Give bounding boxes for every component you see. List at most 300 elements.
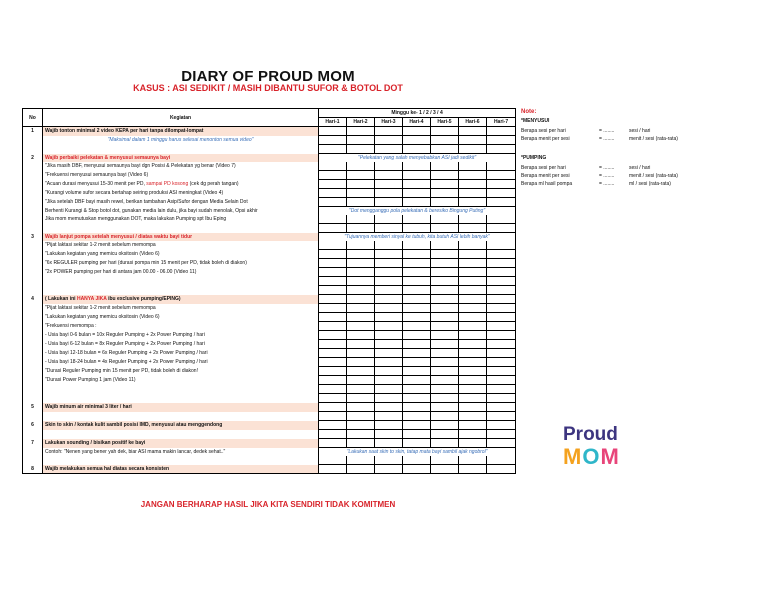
day-cell[interactable]: [347, 322, 375, 331]
day-cell[interactable]: [403, 250, 431, 259]
day-cell[interactable]: [431, 358, 459, 367]
day-cell[interactable]: [375, 162, 403, 171]
day-cell[interactable]: [347, 145, 375, 154]
day-cell[interactable]: [375, 376, 403, 385]
day-cell[interactable]: [487, 331, 516, 340]
day-cell[interactable]: [347, 241, 375, 250]
day-cell[interactable]: [347, 162, 375, 171]
day-cell[interactable]: [375, 313, 403, 322]
day-cell[interactable]: [319, 180, 347, 189]
activity-highlight: HANYA JIKA: [76, 296, 107, 302]
day-cell[interactable]: [347, 367, 375, 376]
day-cell[interactable]: [487, 162, 516, 171]
day-cell[interactable]: [403, 224, 431, 233]
day-cell[interactable]: [375, 250, 403, 259]
day-cell[interactable]: [347, 268, 375, 277]
day-cell[interactable]: [375, 304, 403, 313]
day-cell[interactable]: [459, 268, 487, 277]
day-cell[interactable]: [431, 162, 459, 171]
day-cell[interactable]: [487, 268, 516, 277]
day-cell[interactable]: [375, 465, 403, 474]
activity-text: "Acuan durasi menyusui 15-30 menit per PD,: [45, 181, 145, 187]
row-number: [23, 259, 43, 268]
day-cell[interactable]: [459, 340, 487, 349]
day-cell[interactable]: [403, 145, 431, 154]
day-cell[interactable]: [459, 465, 487, 474]
row-number: [23, 250, 43, 259]
day-cell[interactable]: [375, 198, 403, 207]
day-cell[interactable]: [487, 171, 516, 180]
day-header: Hari-4: [403, 118, 431, 127]
day-cell[interactable]: [459, 358, 487, 367]
day-cell[interactable]: [487, 277, 516, 286]
day-cell[interactable]: [375, 430, 403, 439]
day-cell[interactable]: [487, 358, 516, 367]
day-cell[interactable]: [403, 127, 431, 136]
day-cell[interactable]: [459, 198, 487, 207]
day-cell[interactable]: [403, 456, 431, 465]
day-cell[interactable]: [431, 250, 459, 259]
day-cell[interactable]: [459, 250, 487, 259]
day-cell[interactable]: [459, 313, 487, 322]
day-cell[interactable]: [487, 259, 516, 268]
day-cell[interactable]: [375, 456, 403, 465]
day-cell[interactable]: [403, 465, 431, 474]
day-cell[interactable]: [487, 180, 516, 189]
day-cell[interactable]: [347, 286, 375, 295]
day-cell[interactable]: [431, 385, 459, 394]
table-row: [23, 268, 516, 277]
day-cell[interactable]: [403, 394, 431, 403]
day-cell[interactable]: [487, 322, 516, 331]
day-cell[interactable]: [375, 145, 403, 154]
row-activity: [43, 367, 319, 376]
table-row: [23, 340, 516, 349]
day-cell[interactable]: [431, 268, 459, 277]
day-cell[interactable]: [431, 215, 459, 224]
day-cell[interactable]: [487, 224, 516, 233]
day-cell[interactable]: [431, 198, 459, 207]
day-cell[interactable]: [459, 171, 487, 180]
day-cell[interactable]: [375, 403, 403, 412]
day-cell[interactable]: [319, 241, 347, 250]
day-cell[interactable]: [459, 286, 487, 295]
day-cell[interactable]: [347, 277, 375, 286]
day-cell[interactable]: [375, 241, 403, 250]
day-cell[interactable]: [319, 367, 347, 376]
day-cell[interactable]: [319, 340, 347, 349]
day-cell[interactable]: [375, 439, 403, 448]
day-cell[interactable]: [347, 295, 375, 304]
day-cell[interactable]: [431, 145, 459, 154]
day-cell[interactable]: [319, 331, 347, 340]
day-cell[interactable]: [431, 421, 459, 430]
day-cell[interactable]: [403, 259, 431, 268]
day-cell[interactable]: [403, 171, 431, 180]
day-cell[interactable]: [375, 349, 403, 358]
day-cell[interactable]: [403, 367, 431, 376]
day-cell[interactable]: [347, 171, 375, 180]
day-cell[interactable]: [375, 358, 403, 367]
day-cell[interactable]: [319, 322, 347, 331]
day-cell[interactable]: [487, 403, 516, 412]
day-cell[interactable]: [487, 145, 516, 154]
day-cell[interactable]: [403, 376, 431, 385]
day-cell[interactable]: [403, 313, 431, 322]
day-cell[interactable]: [347, 394, 375, 403]
day-cell[interactable]: [319, 412, 347, 421]
day-cell[interactable]: [347, 430, 375, 439]
day-cell[interactable]: [375, 421, 403, 430]
day-cell[interactable]: [431, 295, 459, 304]
day-cell[interactable]: [487, 189, 516, 198]
day-cell[interactable]: [459, 439, 487, 448]
day-cell[interactable]: [431, 180, 459, 189]
day-cell[interactable]: [459, 189, 487, 198]
row-activity: [43, 456, 319, 465]
day-cell[interactable]: [459, 456, 487, 465]
table-row: [23, 376, 516, 385]
day-cell[interactable]: [375, 180, 403, 189]
row-activity: [43, 224, 319, 233]
day-cell[interactable]: [459, 136, 487, 145]
day-cell[interactable]: [403, 358, 431, 367]
day-cell[interactable]: [431, 286, 459, 295]
day-cell[interactable]: [431, 430, 459, 439]
day-cell[interactable]: [487, 127, 516, 136]
day-cell[interactable]: [431, 439, 459, 448]
day-cell[interactable]: [403, 421, 431, 430]
day-cell[interactable]: [319, 421, 347, 430]
day-cell[interactable]: [403, 295, 431, 304]
row-number: [23, 224, 43, 233]
day-cell[interactable]: [459, 394, 487, 403]
row-activity: [43, 154, 319, 163]
logo-letter-m2: M: [600, 444, 620, 469]
day-cell[interactable]: [319, 403, 347, 412]
table-row: [23, 233, 516, 242]
day-cell[interactable]: [487, 430, 516, 439]
day-cell[interactable]: [487, 340, 516, 349]
day-cell[interactable]: [487, 295, 516, 304]
day-cell[interactable]: [319, 259, 347, 268]
day-cell[interactable]: [347, 358, 375, 367]
activity-text: Wajib lanjut pompa setelah menyusui / diatas waktu bayi tidur: [45, 233, 193, 240]
note-dots[interactable]: = ........: [599, 173, 615, 179]
day-cell[interactable]: [347, 224, 375, 233]
day-cell[interactable]: [431, 136, 459, 145]
day-cell[interactable]: [403, 412, 431, 421]
row-number: [23, 322, 43, 331]
day-cell[interactable]: [487, 394, 516, 403]
day-cell[interactable]: [319, 304, 347, 313]
day-cell[interactable]: [487, 304, 516, 313]
day-cell[interactable]: [459, 367, 487, 376]
day-cell[interactable]: [487, 136, 516, 145]
day-cell[interactable]: [487, 465, 516, 474]
day-cell[interactable]: [403, 439, 431, 448]
day-cell[interactable]: [319, 385, 347, 394]
table-row: [23, 198, 516, 207]
day-cell[interactable]: [487, 313, 516, 322]
day-cell[interactable]: [375, 385, 403, 394]
day-cell[interactable]: [431, 340, 459, 349]
day-cell[interactable]: [459, 304, 487, 313]
day-cell[interactable]: [347, 385, 375, 394]
note-dots[interactable]: = ........: [599, 181, 615, 187]
day-cell[interactable]: [347, 180, 375, 189]
row-activity: [43, 349, 319, 358]
day-cell[interactable]: [375, 268, 403, 277]
row-activity: [43, 127, 319, 136]
day-cell[interactable]: [431, 224, 459, 233]
row-number: [23, 456, 43, 465]
day-cell[interactable]: [431, 189, 459, 198]
day-cell[interactable]: [347, 439, 375, 448]
day-cell[interactable]: [375, 215, 403, 224]
day-cell[interactable]: [375, 127, 403, 136]
day-cell[interactable]: [347, 340, 375, 349]
day-cell[interactable]: [459, 385, 487, 394]
table-row: [23, 224, 516, 233]
day-cell[interactable]: [375, 277, 403, 286]
day-cell[interactable]: [459, 241, 487, 250]
day-cell[interactable]: [319, 136, 347, 145]
day-cell[interactable]: [459, 180, 487, 189]
day-cell[interactable]: [431, 465, 459, 474]
row-number: [23, 331, 43, 340]
day-cell[interactable]: [403, 198, 431, 207]
day-cell[interactable]: [487, 412, 516, 421]
day-cell[interactable]: [403, 331, 431, 340]
day-cell[interactable]: [347, 127, 375, 136]
day-header: Hari-5: [431, 118, 459, 127]
day-cell[interactable]: [319, 286, 347, 295]
day-cell[interactable]: [487, 286, 516, 295]
note-unit: menit / sesi (rata-rata): [629, 173, 678, 179]
day-cell[interactable]: [319, 162, 347, 171]
row-activity: [43, 430, 319, 439]
day-cell[interactable]: [375, 189, 403, 198]
day-cell[interactable]: [487, 250, 516, 259]
activity-text: "Kurangi volume sufor secara bertahap seiring produksi ASI meningkat (Video 4): [45, 190, 224, 196]
activity-text: Jika mom memutuskan menggunakan DOT, maka lakukan Pumping spt Ibu Eping: [45, 216, 227, 223]
day-cell[interactable]: [487, 385, 516, 394]
day-cell[interactable]: [319, 456, 347, 465]
day-cell[interactable]: [459, 295, 487, 304]
activity-text: Skin to skin / kontak kulit sambil posisi IMD, menyusui atau menggendong: [45, 422, 223, 428]
day-cell[interactable]: [403, 136, 431, 145]
day-cell[interactable]: [347, 421, 375, 430]
day-cell[interactable]: [403, 162, 431, 171]
day-cell[interactable]: [459, 421, 487, 430]
day-cell[interactable]: [487, 367, 516, 376]
day-cell[interactable]: [431, 127, 459, 136]
day-cell[interactable]: [319, 171, 347, 180]
day-cell[interactable]: [319, 215, 347, 224]
day-cell[interactable]: [319, 376, 347, 385]
day-cell[interactable]: [431, 403, 459, 412]
day-cell[interactable]: [459, 349, 487, 358]
day-cell[interactable]: [459, 127, 487, 136]
row-activity: [43, 145, 319, 154]
day-cell[interactable]: [403, 215, 431, 224]
day-cell[interactable]: [431, 322, 459, 331]
day-cell[interactable]: [375, 259, 403, 268]
day-cell[interactable]: [319, 358, 347, 367]
day-cell[interactable]: [459, 322, 487, 331]
row-activity: [43, 215, 319, 224]
day-cell[interactable]: [319, 277, 347, 286]
day-cell[interactable]: [347, 331, 375, 340]
day-cell[interactable]: [403, 241, 431, 250]
day-cell[interactable]: [431, 367, 459, 376]
day-cell[interactable]: [319, 189, 347, 198]
row-activity: [43, 412, 319, 421]
day-cell[interactable]: [403, 340, 431, 349]
day-cell[interactable]: [459, 430, 487, 439]
day-cell[interactable]: [375, 295, 403, 304]
day-cell[interactable]: [347, 349, 375, 358]
row-number: [23, 412, 43, 421]
table-row: [23, 154, 516, 163]
day-cell[interactable]: [347, 304, 375, 313]
logo-word-proud: Proud: [563, 424, 618, 445]
day-cell[interactable]: [403, 322, 431, 331]
day-cell[interactable]: [403, 430, 431, 439]
day-cell[interactable]: [319, 224, 347, 233]
day-cell[interactable]: [319, 349, 347, 358]
day-cell[interactable]: [347, 465, 375, 474]
day-cell[interactable]: [347, 250, 375, 259]
day-cell[interactable]: [403, 277, 431, 286]
day-cell[interactable]: [319, 430, 347, 439]
row-number: [23, 313, 43, 322]
day-cell[interactable]: [347, 456, 375, 465]
day-cell[interactable]: [459, 215, 487, 224]
row-number: [23, 171, 43, 180]
day-cell[interactable]: [431, 456, 459, 465]
row-number: 7: [23, 439, 43, 448]
day-cell[interactable]: [347, 412, 375, 421]
day-cell[interactable]: [487, 215, 516, 224]
day-cell[interactable]: [319, 394, 347, 403]
day-cell[interactable]: [487, 349, 516, 358]
day-cell[interactable]: [319, 145, 347, 154]
day-cell[interactable]: [375, 340, 403, 349]
day-cell[interactable]: [403, 349, 431, 358]
day-cell[interactable]: [403, 385, 431, 394]
day-cell[interactable]: [375, 367, 403, 376]
day-cell[interactable]: [431, 412, 459, 421]
day-cell[interactable]: [347, 215, 375, 224]
day-cell[interactable]: [431, 259, 459, 268]
activity-text: - Usia bayi 12-18 bulan = 6x Reguler Pumping + 2x Power Pumping / hari: [45, 350, 208, 356]
row-number: 2: [23, 154, 43, 163]
day-cell[interactable]: [487, 241, 516, 250]
row-number: [23, 207, 43, 216]
day-cell[interactable]: [459, 162, 487, 171]
day-cell[interactable]: [375, 286, 403, 295]
day-cell[interactable]: [403, 304, 431, 313]
note-row: [521, 172, 761, 180]
day-cell[interactable]: [403, 180, 431, 189]
day-cell[interactable]: [431, 349, 459, 358]
row-number: [23, 430, 43, 439]
row-number: [23, 376, 43, 385]
day-cell[interactable]: [431, 313, 459, 322]
day-cell[interactable]: [459, 331, 487, 340]
note-unit: menit / sesi (rata-rata): [629, 136, 678, 142]
notes-title: Note:: [521, 109, 537, 115]
day-cell[interactable]: [487, 198, 516, 207]
day-cell[interactable]: [431, 277, 459, 286]
day-cell[interactable]: [431, 304, 459, 313]
day-cell[interactable]: [319, 250, 347, 259]
day-cell[interactable]: [487, 421, 516, 430]
day-cell[interactable]: [403, 286, 431, 295]
day-cell[interactable]: [375, 322, 403, 331]
day-cell[interactable]: [431, 331, 459, 340]
day-cell[interactable]: [347, 376, 375, 385]
day-cell[interactable]: [459, 145, 487, 154]
day-cell[interactable]: [319, 268, 347, 277]
day-cell[interactable]: [487, 376, 516, 385]
day-cell[interactable]: [431, 241, 459, 250]
day-cell[interactable]: [347, 189, 375, 198]
day-cell[interactable]: [459, 224, 487, 233]
note-dots[interactable]: = ........: [599, 128, 615, 134]
day-cell[interactable]: [487, 456, 516, 465]
day-cell[interactable]: [459, 376, 487, 385]
day-cell[interactable]: [431, 394, 459, 403]
day-cell[interactable]: [375, 331, 403, 340]
day-cell[interactable]: [319, 127, 347, 136]
day-cell[interactable]: [347, 136, 375, 145]
day-cell[interactable]: [459, 259, 487, 268]
day-cell[interactable]: [319, 465, 347, 474]
day-cell[interactable]: [319, 295, 347, 304]
day-cell[interactable]: [375, 171, 403, 180]
day-cell[interactable]: [375, 136, 403, 145]
day-cell[interactable]: [459, 277, 487, 286]
day-cell[interactable]: [319, 313, 347, 322]
day-cell[interactable]: [375, 224, 403, 233]
day-cell[interactable]: [319, 439, 347, 448]
note-dots[interactable]: = ........: [599, 165, 615, 171]
row-activity: [43, 313, 319, 322]
day-cell[interactable]: [403, 189, 431, 198]
day-cell[interactable]: [459, 412, 487, 421]
note-dots[interactable]: = ........: [599, 136, 615, 142]
table-row: [23, 171, 516, 180]
day-cell[interactable]: [347, 198, 375, 207]
table-row: [23, 465, 516, 474]
day-cell[interactable]: [403, 268, 431, 277]
day-cell[interactable]: [347, 259, 375, 268]
day-cell[interactable]: [431, 171, 459, 180]
day-cell[interactable]: [347, 313, 375, 322]
day-cell[interactable]: [375, 394, 403, 403]
day-cell[interactable]: [403, 403, 431, 412]
day-cell[interactable]: [375, 412, 403, 421]
day-cell[interactable]: [459, 403, 487, 412]
day-cell[interactable]: [347, 403, 375, 412]
day-cell[interactable]: [431, 376, 459, 385]
day-cell[interactable]: [487, 439, 516, 448]
day-cell[interactable]: [319, 198, 347, 207]
row-activity: [43, 259, 319, 268]
